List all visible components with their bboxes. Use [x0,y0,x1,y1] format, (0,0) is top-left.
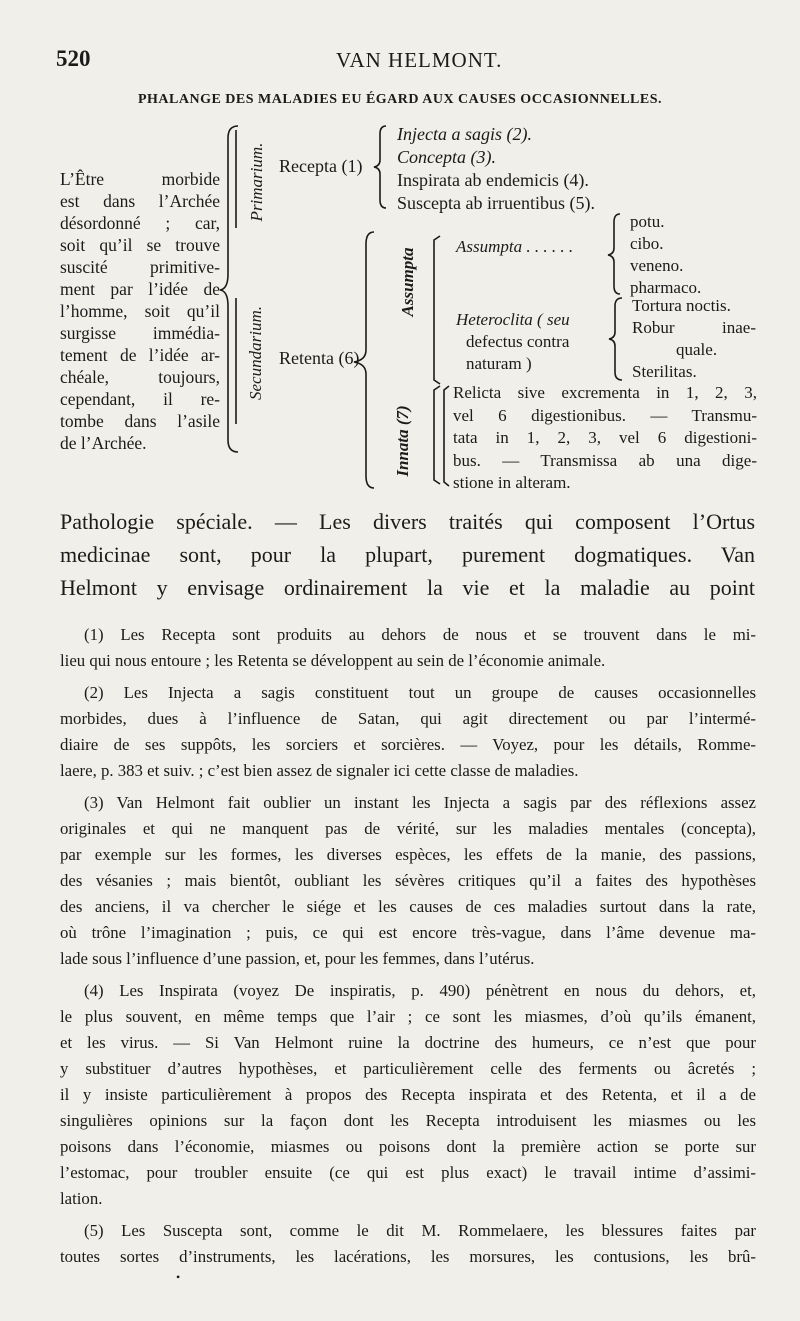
page-header [56,46,756,76]
footnote-line: il y insiste particulièrement à propos des Recepta inspirata et des Retenta, et il a de [60,1085,756,1104]
footnote-line: singulières opinions sur la façon dont les Recepta introduisent les miasmes ou les [60,1111,756,1130]
footnote-line: le plus souvent, en même temps que l’air ; ce sont les miasmes, d’où qu’ils émanent, [60,1007,756,1026]
footnote-line: par exemple sur les formes, les diverses espèces, les effets de la manie, des passions, [60,845,756,864]
footnote-line: y substituer d’autres hypothèses, et particulièrement celle des ferments ou âcretés ; [60,1059,756,1078]
left-paragraph-line: suscité primitive- [60,257,220,277]
footnote-line: (4) Les Inspirata (voyez De inspiratis, p. 490) pénètrent en nous du dehors, et, [84,981,756,1000]
body-line: medicinae sont, pour la plupart, purement dogmatiques. Van [60,542,755,567]
heteroclita-line-1: Heteroclita ( seu [456,310,570,329]
recepta-item-suscepta: Suscepta ab irruentibus (5). [397,193,595,213]
heteroclita-item-sterilitas: Sterilitas. [632,362,697,381]
heteroclita-item-tortura: Tortura noctis. [632,296,731,315]
footnote-1 [60,622,756,674]
recepta-item-inspirata: Inspirata ab endemicis (4). [397,170,589,190]
left-paragraph-line: soit qu’il se trouve [60,235,220,255]
innata-vertical-label: Innata (7) [393,405,412,477]
footnotes [60,622,756,1270]
assumpta-vertical-label: Assumpta [398,247,417,317]
left-paragraph-line: l’homme, soit qu’il [60,301,220,321]
footnote-line: lation. [60,1189,103,1208]
footnote-3 [60,790,756,972]
left-paragraph-line: chéale, toujours, [60,367,220,387]
table-title: PHALANGE DES MALADIES EU ÉGARD AUX CAUSES OCCASIONNELLES. [137,92,663,107]
assumpta-brace [606,212,624,296]
recepta-brace [372,124,392,210]
left-paragraph-line: tement de l’idée ar- [60,345,220,365]
heteroclita-item-quale: quale. [676,340,718,359]
relicta-line: stione in alteram. [453,473,571,492]
vertical-rule [232,128,242,428]
left-paragraph-line: L’Être morbide [60,169,220,189]
page-number: 520 [56,46,91,71]
footnote-line: diaire de ses suppôts, les sorciers et sorcières. — Voyez, pour les détails, Romme- [60,735,756,754]
footnote-line: (1) Les Recepta sont produits au dehors de nous et se trouvent dans le mi- [84,625,756,644]
footnote-line: originales et qui ne manquent pas de vérité, sur les maladies mentales (concepta), [60,819,756,838]
etre-morbide-paragraph [60,168,220,454]
relicta-line: Relicta sive excrementa in 1, 2, 3, [453,383,757,402]
left-paragraph-line: tombe dans l’asile [60,411,220,431]
footnote-line: (2) Les Injecta a sagis constituent tout un groupe de causes occasionnelles [84,683,756,702]
left-paragraph-line: de l’Archée. [60,433,147,453]
left-paragraph-line: cependant, il re- [60,389,220,409]
footnote-line: morbides, dues à l’influence de Satan, qui agit directement ou par l’intermé- [60,709,756,728]
relicta-line: vel 6 digestionibus. — Transmu- [453,405,757,425]
footnote-line: l’estomac, pour troubler ensuite (ce qui est plus exact) le travail intime d’assimi- [60,1163,756,1182]
left-paragraph-line: est dans l’Archée [60,191,220,211]
retenta-label: Retenta (6) [279,348,360,368]
assumpta-label: Assumpta . . . . . . [456,237,574,256]
footnote-line: toutes sortes d’instruments, les lacérations, les morsures, les contusions, les brû- [60,1247,756,1266]
footnote-5 [60,1218,756,1270]
relicta-line: bus. — Transmissa ab una dige- [453,450,757,470]
heteroclita-brace [606,296,626,382]
retenta-brace [350,230,380,490]
heteroclita-line-3: naturam ) [466,354,532,373]
assumpta-item-potu: potu. [630,212,665,231]
left-paragraph-line: désordonné ; car, [60,213,220,233]
left-paragraph-line: ment par l’idée de [60,279,220,299]
stray-mark: • [176,1270,181,1284]
footnote-line: des anciens, il va chercher le siége et les causes de ces maladies surtout dans la rate, [60,897,756,916]
body-line: Pathologie spéciale. — Les divers traités qui composent l’Ortus [60,509,755,534]
assumpta-item-pharmaco: pharmaco. [630,278,702,297]
running-head: VAN HELMONT. [336,48,503,72]
footnote-2 [60,680,756,784]
relicta-line: tata in 1, 2, 3, vel 6 digestioni- [453,428,757,447]
footnote-line: poisons dans l’économie, miasmes ou poisons dont la première action se porte sur [60,1137,756,1156]
footnote-line: lieu qui nous entoure ; les Retenta se développent au sein de l’économie animale. [60,651,606,670]
footnote-4 [60,978,756,1212]
assumpta-item-cibo: cibo. [630,234,664,253]
assumpta-item-veneno: veneno. [630,256,684,275]
body-line: Helmont y envisage ordinairement la vie et la maladie au point [60,575,755,600]
recepta-label: Recepta (1) [279,156,363,176]
recepta-item-concepta: Concepta (3). [397,147,496,167]
heteroclita-line-2: defectus contra [466,332,570,351]
footnote-line: des vésanies ; mais bientôt, oubliant les sévères critiques qu’il a faites des hypothèses [60,871,756,890]
footnote-line: où trône l’imagination ; puis, ce qui est encore très-vague, dans l’âme devenue ma- [60,923,756,942]
footnote-line: laere, p. 383 et suiv. ; c’est bien assez de signaler ici cette classe de maladies. [60,761,579,780]
recepta-item-injecta: Injecta a sagis (2). [397,124,532,144]
primarium-label: Primarium. [247,142,266,222]
footnote-line: lade sous l’influence d’une passion, et, pour les femmes, dans l’utérus. [60,949,535,968]
relicta-block [453,382,757,495]
relicta-brace [440,384,452,488]
footnote-line: et les virus. — Si Van Helmont ruine la doctrine des humeurs, ce n’est que pour [60,1033,756,1052]
footnote-line: (5) Les Suscepta sont, comme le dit M. Rommelaere, les blessures faites par [84,1221,756,1240]
heteroclita-item-robur: Robur inae- [632,318,756,337]
pathologie-speciale-paragraph [60,505,755,604]
secundarium-label: Secundarium. [246,306,265,400]
left-paragraph-line: surgisse immédia- [60,323,220,343]
footnote-line: (3) Van Helmont fait oublier un instant les Injecta a sagis par des réflexions assez [84,793,756,812]
